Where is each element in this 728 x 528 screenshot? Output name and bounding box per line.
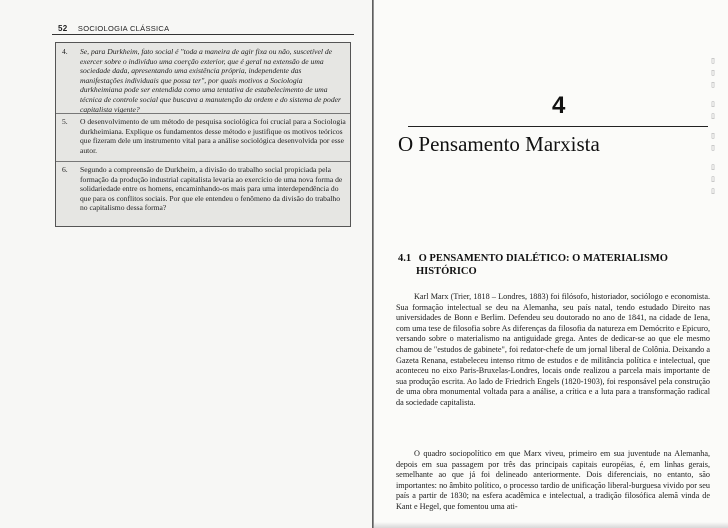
scan-artifact: ▯▯▯ ▯▯ ▯▯ ▯▯▯: [708, 56, 718, 199]
body-paragraph-2: O quadro sociopolítico em que Marx viveu, primeiro em sua juventude na Alemanha, depois em sua passagem por três das principais capitais européias, é, em linhas gerais, semelhante ao que já foi delineado anteriormente. Dois diferenciais, no entanto, são importantes: no âmbito político, o processo tardio de unificação liberal-burguesa vivido por seu país a partir de 1830; na esfera acadêmica e intelectual, a tradição filosófica alemã vinda de Kant e Hegel, que fomentou uma ati-: [396, 449, 710, 511]
question-number: 6.: [62, 165, 68, 174]
page-edge-shadow: [374, 522, 728, 528]
running-head: [58, 24, 169, 33]
header-rule: [52, 34, 354, 35]
question-text: Segundo a compreensão de Durkheim, a divisão do trabalho social propiciada pela formação da produção industrial capitalista levaria ao exercício de uma nova forma de solidariedade entre os homens, encaminhando-os mais para uma interdependência do que para os conflitos sociais. Por que ele entendeu o fenômeno da divisão do trabalho no capitalismo dessa forma?: [80, 165, 343, 213]
chapter-rule: [408, 126, 708, 127]
question-item: [62, 165, 346, 213]
chapter-title: O Pensamento Marxista: [398, 132, 600, 156]
question-number: 4.: [62, 47, 68, 56]
question-divider: [56, 113, 350, 114]
section-number: 4.1: [398, 253, 412, 264]
question-item: [62, 47, 346, 114]
running-head-title: SOCIOLOGIA CLÁSSICA: [77, 24, 170, 33]
question-divider: [56, 161, 350, 162]
questions-box: [55, 42, 351, 227]
section-title-line1: O PENSAMENTO DIALÉTICO: O MATERIALISMO: [418, 253, 668, 264]
section-heading: [398, 252, 698, 278]
page-number: 52: [58, 24, 68, 33]
chapter-number: 4: [552, 92, 566, 119]
section-title-line2: HISTÓRICO: [416, 266, 477, 277]
body-paragraph-1: Karl Marx (Trier, 1818 – Londres, 1883) foi filósofo, historiador, sociólogo e economista. Sua formação intelectual se deu na Alemanha, seu país natal, tendo estudado Direito nas universidades de Bonn e Berlim. Defendeu seu doutorado no ano de 1841, na cidade de Iena, com uma tese de filosofia sobre As diferenças da filosofia da natureza em Demócrito e Epicuro, versando sobre o materialismo na antiguidade grega. Antes de dedicar-se ao que ele mesmo chamou de "estudos de gabinete", foi redator-chefe de um jornal liberal de Colônia. Deixando a Gazeta Renana, estabeleceu intenso ritmo de estudos e de militância política e intelectual, que aconteceu no eixo Paris-Bruxelas-Londres, locais onde realizou a parcela mais importante de sua produção escrita. Ao lado de Friedrich Engels (1820-1903), foi responsável pela construção de uma obra monumental voltada para a análise, a crítica e a luta para a transformação radical da sociedade capitalista.: [396, 292, 710, 407]
question-item: [62, 117, 346, 155]
question-number: 5.: [62, 117, 68, 126]
question-text: Se, para Durkheim, fato social é "toda a maneira de agir fixa ou não, suscetível de exercer sobre o indivíduo uma coerção exterior, que é geral na extensão de uma sociedade dada, apresentando uma existência própria, independente das manifestações individuais que possa ter", por quais motivos a Sociologia durkheimiana pode ser entendida como uma tentativa de estabelecimento de uma técnica de controle social que buscava a manutenção da ordem e do sistema de poder capitalista vigente?: [80, 47, 341, 114]
right-page: [374, 0, 728, 528]
question-text: O desenvolvimento de um método de pesquisa sociológica foi crucial para a Sociologia durkheimiana. Explique os fundamentos desse método e justifique os motivos teóricos que fizeram dele um instrumento vital para a análise sociológica desenvolvida por esse autor.: [80, 117, 346, 155]
